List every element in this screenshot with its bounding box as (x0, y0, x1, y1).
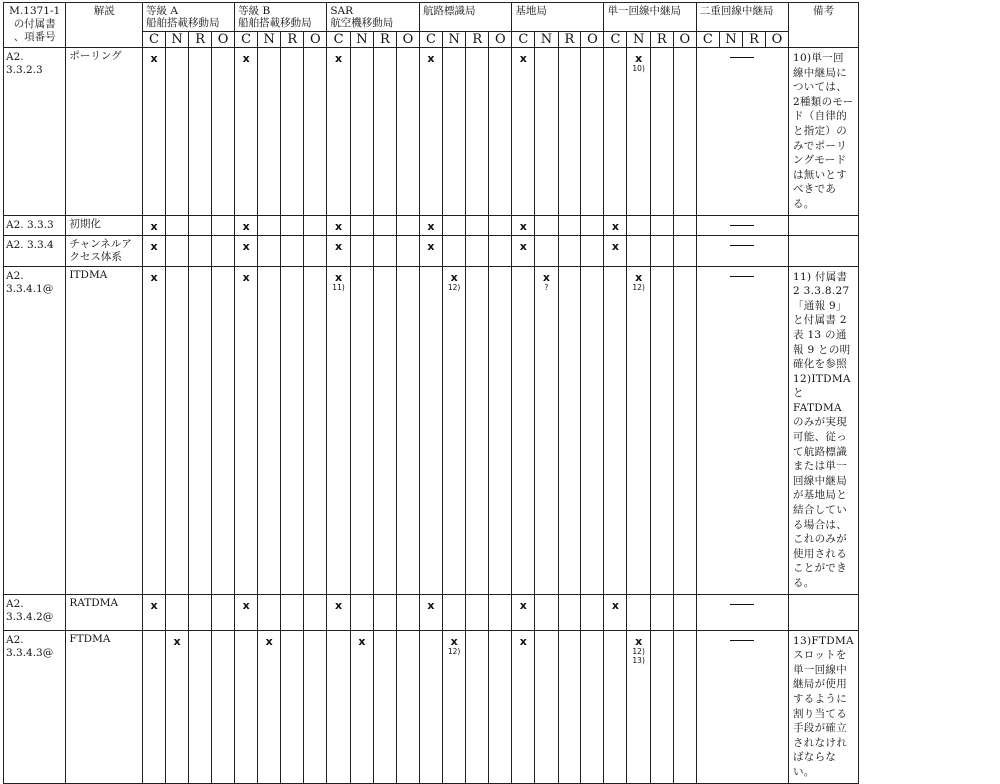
mark-cell (396, 48, 419, 216)
mark-x: x (635, 270, 643, 284)
mark-cell (327, 235, 350, 266)
mark-cell (673, 235, 696, 266)
mark-cell (189, 215, 212, 235)
mark-x: x (358, 634, 366, 648)
mark-cell (673, 594, 696, 630)
group-line1: 二重回線中継局 (699, 5, 774, 17)
mark-cell (650, 235, 673, 266)
mark-cell (165, 235, 188, 266)
mark-cell (442, 235, 465, 266)
mark-cell (512, 235, 535, 266)
mark-cell (650, 215, 673, 235)
mark-cell (558, 266, 581, 594)
table-row (4, 215, 1000, 235)
mark-x: x (150, 598, 158, 612)
mark-cell (212, 48, 235, 216)
mark-cell (373, 594, 396, 630)
mark-cell (489, 594, 512, 630)
mark-x: x (242, 219, 250, 233)
mark-cell (350, 235, 373, 266)
mark-cell (143, 266, 166, 594)
subcol-C: C (235, 32, 258, 48)
mark-cell (535, 215, 558, 235)
mark-cell (350, 594, 373, 630)
mark-cell (143, 235, 166, 266)
mark-x: x (334, 219, 343, 233)
group-line2: 航空機移動局 (330, 17, 394, 29)
mark-cell (673, 630, 696, 783)
table-row (4, 266, 1000, 594)
mark-cell (281, 215, 304, 235)
mark-cell (627, 266, 650, 594)
mark-note-ref: 12) (632, 282, 645, 292)
mark-cell (419, 630, 442, 783)
group-line2: 船舶搭載移動局 (238, 17, 312, 29)
mark-cell (581, 48, 604, 216)
row-id: A2. 3.3.4.2@ (4, 594, 66, 630)
subcol-N: N (350, 32, 373, 48)
mark-cell (581, 594, 604, 630)
mark-x: x (519, 634, 527, 648)
mark-note-ref: 12) (632, 646, 645, 656)
mark-cell (466, 48, 489, 216)
mark-cell (512, 215, 535, 235)
dash-line (730, 604, 754, 605)
mark-cell (165, 215, 188, 235)
mark-cell (235, 594, 258, 630)
mark-cell (258, 215, 281, 235)
mark-cell (212, 630, 235, 783)
row-desc: ポーリング (66, 48, 143, 216)
mark-cell (327, 266, 350, 594)
subcol-R: R (558, 32, 581, 48)
mark-cell (535, 235, 558, 266)
mark-cell (143, 594, 166, 630)
mark-cell (442, 594, 465, 630)
mark-cell (627, 215, 650, 235)
mark-cell (673, 215, 696, 235)
mark-cell (235, 235, 258, 266)
row-desc: チャンネルアクセス体系 (66, 235, 143, 266)
mark-cell (442, 48, 465, 216)
dash-line (730, 640, 754, 641)
mark-cell (650, 630, 673, 783)
dual-relay-cell (696, 235, 788, 266)
mark-cell (489, 48, 512, 216)
mark-cell (604, 235, 627, 266)
mark-cell (489, 235, 512, 266)
mark-cell (189, 594, 212, 630)
mark-cell (350, 215, 373, 235)
mark-cell (212, 266, 235, 594)
subcol-O: O (396, 32, 419, 48)
mark-cell (165, 266, 188, 594)
mark-cell (373, 215, 396, 235)
mark-cell (235, 48, 258, 216)
row-desc: ITDMA (66, 266, 143, 594)
mark-cell (535, 630, 558, 783)
row-remark (789, 594, 859, 630)
header-desc: 解説 (66, 3, 143, 48)
mark-cell (281, 48, 304, 216)
row-desc: RATDMA (66, 594, 143, 630)
subcol-O: O (304, 32, 327, 48)
mark-x: x (427, 219, 435, 233)
mark-x: x (265, 634, 273, 648)
subcol-R: R (466, 32, 489, 48)
mark-x: x (150, 52, 158, 65)
mark-cell (304, 215, 327, 235)
mark-cell (581, 630, 604, 783)
mark-cell (396, 215, 419, 235)
subcol-N: N (535, 32, 558, 48)
mark-cell (304, 594, 327, 630)
dual-relay-cell (696, 594, 788, 630)
mark-cell (258, 266, 281, 594)
mark-cell (212, 235, 235, 266)
row-remark: 13)FTDMA スロットを単一回線中継局が使用するように割り当てる手段が確立されなければならない。 (789, 630, 859, 783)
mark-cell (604, 594, 627, 630)
mark-x: x (334, 52, 343, 65)
mark-cell (281, 235, 304, 266)
mark-note-ref: 12) (447, 646, 461, 656)
mark-cell (373, 266, 396, 594)
mark-cell (558, 215, 581, 235)
mark-cell (535, 594, 558, 630)
table-row (4, 594, 1000, 630)
subcol-C: C (327, 32, 350, 48)
row-id: A2. 3.3.3 (4, 215, 66, 235)
group-line1: 航路標識局 (422, 5, 476, 17)
mark-cell (165, 48, 188, 216)
row-id: A2. 3.3.4.1@ (4, 266, 66, 594)
mark-x: x (427, 52, 435, 65)
mark-cell (489, 215, 512, 235)
mark-x: x (450, 634, 458, 648)
subcol-N: N (627, 32, 650, 48)
mark-cell (442, 266, 465, 594)
mark-cell (466, 266, 489, 594)
mark-cell (189, 48, 212, 216)
group-line1: SAR (330, 5, 353, 17)
group-line2: 船舶搭載移動局 (146, 17, 220, 29)
group-line1: 等級 A (146, 5, 178, 17)
mark-cell (489, 266, 512, 594)
mark-cell (304, 266, 327, 594)
mark-note-ref: 13) (632, 655, 645, 665)
mark-cell (466, 594, 489, 630)
subcol-N: N (442, 32, 465, 48)
mark-cell (143, 48, 166, 216)
mark-cell (581, 235, 604, 266)
mark-cell (212, 215, 235, 235)
header-remarks: 備考 (789, 3, 859, 48)
mark-cell (212, 594, 235, 630)
mark-cell (627, 630, 650, 783)
dual-relay-cell (696, 48, 788, 216)
mark-cell (143, 215, 166, 235)
mark-cell (327, 630, 350, 783)
subcol-R: R (281, 32, 304, 48)
mark-cell (558, 235, 581, 266)
mark-x: x (519, 219, 527, 233)
mark-note-ref: 11) (332, 282, 345, 292)
mark-x: x (427, 598, 435, 612)
mark-cell (466, 215, 489, 235)
mark-cell (327, 215, 350, 235)
mark-cell (304, 630, 327, 783)
mark-cell (558, 594, 581, 630)
header-group-1 (235, 3, 327, 32)
mark-cell (604, 630, 627, 783)
mark-cell (350, 48, 373, 216)
mark-x: x (519, 239, 527, 253)
table-row (4, 235, 1000, 266)
mark-x: x (150, 239, 158, 253)
subcol-N: N (719, 32, 742, 48)
mark-x: x (611, 219, 619, 233)
mark-x: x (611, 598, 619, 612)
subcol-C: C (696, 32, 719, 48)
mark-cell (419, 48, 442, 216)
mark-cell (673, 266, 696, 594)
header-group-3 (419, 3, 511, 32)
mark-x: x (150, 270, 158, 284)
mark-cell (258, 235, 281, 266)
mark-x: x (150, 219, 158, 233)
mark-x: x (519, 52, 527, 65)
mark-cell (396, 630, 419, 783)
mark-cell (512, 630, 535, 783)
mark-x: x (427, 239, 435, 253)
mark-cell (258, 630, 281, 783)
subcol-R: R (189, 32, 212, 48)
row-remark: 10)単一回線中継局については、2種類のモード（自律的と指定）のみでポーリングモードは無いとすべきである。 (789, 48, 859, 216)
mark-cell (466, 630, 489, 783)
mark-cell (235, 215, 258, 235)
subcol-O: O (212, 32, 235, 48)
mark-cell (281, 594, 304, 630)
dual-relay-cell (696, 266, 788, 594)
mark-x: x (450, 270, 458, 284)
mark-cell (373, 235, 396, 266)
table-row (4, 48, 1000, 216)
mark-x: x (242, 598, 250, 612)
mark-cell (373, 48, 396, 216)
mark-note-ref: 12) (447, 282, 461, 292)
mark-x: x (542, 270, 550, 284)
dual-relay-cell (696, 215, 788, 235)
subcol-C: C (512, 32, 535, 48)
mark-note-ref: ? (544, 282, 549, 292)
mark-cell (627, 594, 650, 630)
mark-cell (143, 630, 166, 783)
mark-cell (350, 630, 373, 783)
mark-cell (512, 266, 535, 594)
row-remark (789, 235, 859, 266)
mark-cell (512, 594, 535, 630)
mark-cell (581, 215, 604, 235)
mark-cell (281, 266, 304, 594)
row-remark (789, 215, 859, 235)
mark-cell (327, 48, 350, 216)
mark-x: x (519, 598, 527, 612)
group-line1: 等級 B (238, 5, 271, 17)
mark-cell (281, 630, 304, 783)
mark-cell (165, 630, 188, 783)
mark-cell (604, 215, 627, 235)
mark-cell (304, 235, 327, 266)
dash-line (730, 245, 754, 246)
mark-cell (189, 235, 212, 266)
subcol-C: C (419, 32, 442, 48)
row-id: A2. 3.3.4 (4, 235, 66, 266)
mark-cell (304, 48, 327, 216)
mark-cell (627, 48, 650, 216)
dual-relay-cell (696, 630, 788, 783)
mark-cell (396, 235, 419, 266)
mark-cell (258, 48, 281, 216)
header-group-5 (604, 3, 696, 32)
header-id: M.1371-1 の付属書 、項番号 (4, 3, 66, 48)
mark-cell (581, 266, 604, 594)
mark-cell (258, 594, 281, 630)
mark-cell (235, 266, 258, 594)
header-group-2 (327, 3, 420, 32)
subcol-O: O (581, 32, 604, 48)
mark-cell (558, 630, 581, 783)
dash-line (730, 276, 754, 277)
mark-x: x (242, 270, 250, 284)
row-desc: FTDMA (66, 630, 143, 783)
header-group-4 (512, 3, 604, 32)
subcol-C: C (143, 32, 166, 48)
mark-cell (535, 48, 558, 216)
mark-cell (650, 48, 673, 216)
mark-cell (419, 215, 442, 235)
group-line1: 単一回線中継局 (607, 5, 681, 17)
mark-cell (189, 630, 212, 783)
mark-x: x (242, 239, 250, 253)
subcol-N: N (258, 32, 281, 48)
dash-line (730, 57, 754, 58)
mark-x: x (334, 270, 343, 284)
mark-cell (189, 266, 212, 594)
mark-cell (535, 266, 558, 594)
mark-cell (604, 48, 627, 216)
mark-cell (489, 630, 512, 783)
subcol-R: R (373, 32, 396, 48)
mark-cell (419, 235, 442, 266)
subcol-O: O (489, 32, 512, 48)
mark-cell (466, 235, 489, 266)
mark-x: x (173, 634, 181, 648)
mark-x: x (334, 239, 343, 253)
mark-cell (650, 266, 673, 594)
mark-x: x (611, 239, 619, 253)
subcol-R: R (743, 32, 766, 48)
mark-note-ref: 10) (632, 64, 645, 73)
mark-x: x (635, 52, 643, 65)
mark-cell (558, 48, 581, 216)
mark-x: x (334, 598, 343, 612)
mark-x: x (242, 52, 250, 65)
subcol-C: C (604, 32, 627, 48)
mark-cell (419, 594, 442, 630)
mark-cell (442, 630, 465, 783)
mark-cell (373, 630, 396, 783)
group-line1: 基地局 (515, 5, 547, 17)
mark-cell (350, 266, 373, 594)
compatibility-table (3, 2, 1000, 784)
subcol-O: O (765, 32, 788, 48)
mark-cell (604, 266, 627, 594)
mark-x: x (635, 634, 643, 648)
row-id: A2. 3.3.4.3@ (4, 630, 66, 783)
mark-cell (396, 594, 419, 630)
header-group-0 (143, 3, 235, 32)
subcol-O: O (673, 32, 696, 48)
mark-cell (512, 48, 535, 216)
mark-cell (627, 235, 650, 266)
header-group-6 (696, 3, 788, 32)
mark-cell (650, 594, 673, 630)
mark-cell (442, 215, 465, 235)
mark-cell (235, 630, 258, 783)
row-remark: 11) 付属書 2 3.3.8.27「通報 9」と付属書 2 表 13 の通報 9 との明確化を参照 12)ITDMA と FATDMA のみが実現可能、従って航路標識または単一回線中継局が基地局と結合している場合は、これのみが使用されることができる。 (789, 266, 859, 594)
row-id: A2. 3.3.2.3 (4, 48, 66, 216)
mark-cell (396, 266, 419, 594)
mark-cell (327, 594, 350, 630)
table-row (4, 630, 1000, 783)
subcol-N: N (165, 32, 188, 48)
dash-line (730, 225, 754, 226)
mark-cell (165, 594, 188, 630)
mark-cell (673, 48, 696, 216)
row-desc: 初期化 (66, 215, 143, 235)
mark-cell (419, 266, 442, 594)
subcol-R: R (650, 32, 673, 48)
